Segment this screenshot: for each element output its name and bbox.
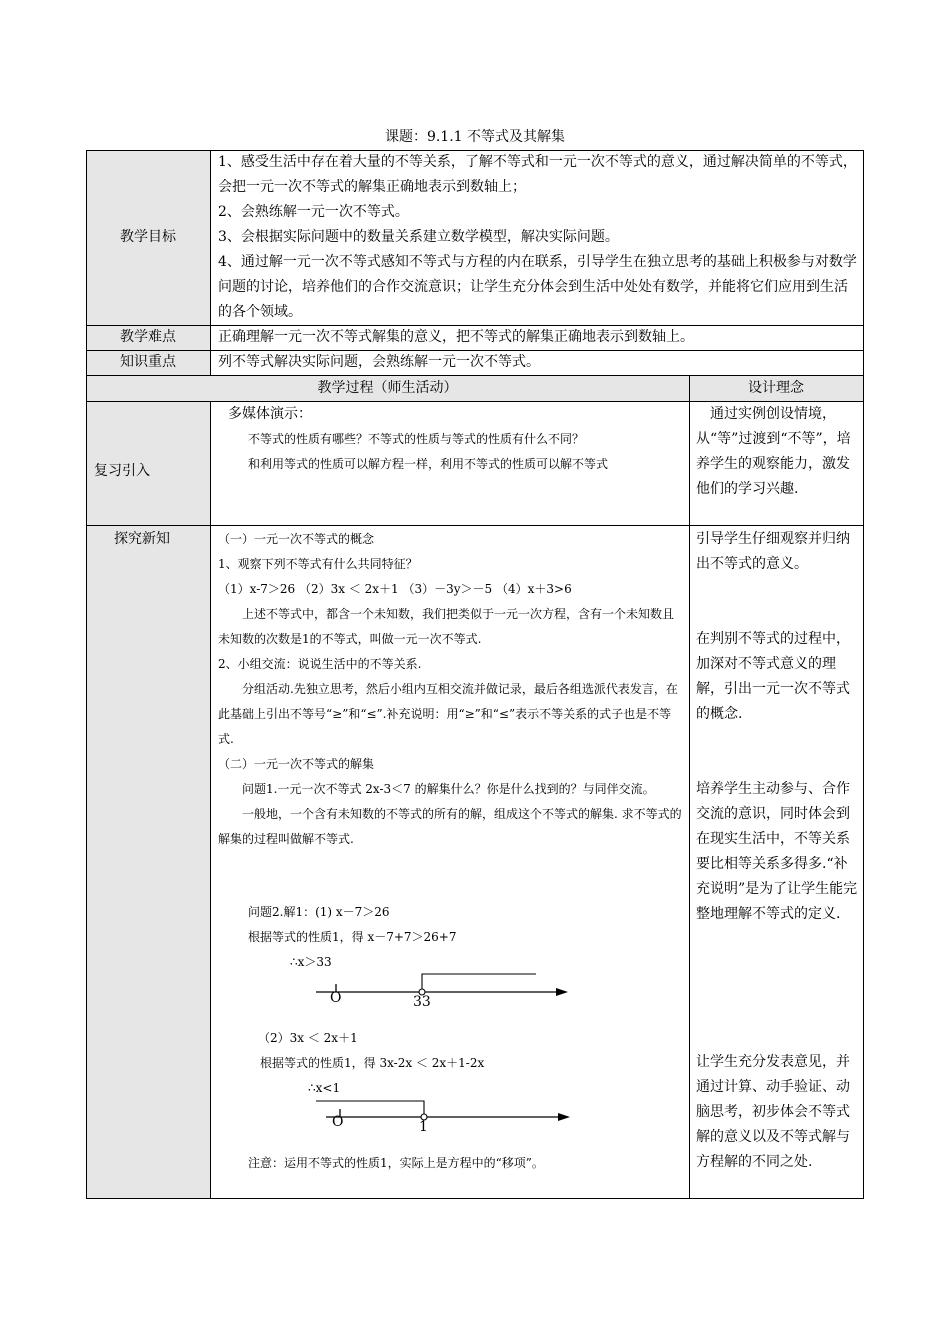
number-line-1: [306, 965, 576, 1015]
question-1: 问题1.一元一次不等式 2x-3＜7 的解集什么？你是什么找到的？与同伴交流。: [242, 782, 655, 796]
definition-text: 上述不等式中，都含一个未知数，我们把类似于一元一次方程，含有一个未知数且未知数的次数是1的不等式，叫做一元一次不等式.: [218, 607, 675, 646]
example-inequalities: （1）x-7＞26 （2）3x ＜ 2x＋1 （3）－3y＞－5 （4）x＋3>6: [218, 582, 572, 596]
design-solution: 让学生充分发表意见，并通过计算、动手验证、动脑思考，初步体会不等式解的意义以及不等式解与方程解的不同之处.: [696, 1054, 850, 1170]
number-line-2: [316, 1090, 576, 1140]
design-judgement: 在判别不等式的过程中，加深对不等式意义的理解，引出一元一次不等式的概念.: [696, 631, 850, 722]
explore-content: [218, 527, 684, 852]
number-line-1-origin: O: [330, 990, 342, 1006]
lesson-title: 课题：9.1.1 不等式及其解集: [384, 129, 566, 145]
review-content: [218, 402, 683, 477]
number-line-2-value: 1: [419, 1119, 428, 1135]
design-concept: 引导学生仔细观察并归纳出不等式的意义。: [696, 531, 850, 572]
question-2-result: ∴x＞33: [290, 955, 332, 969]
review-label: 复习引入: [94, 463, 150, 479]
solution-set-heading: （二）一元一次不等式的解集: [218, 757, 375, 771]
goal-item: 2、会熟练解一元一次不等式。: [218, 204, 409, 220]
goal-item: 1、感受生活中存在着大量的不等关系，了解不等式和一元一次不等式的意义，通过解决简单的不等式，会把一元一次不等式的解集正确地表示到数轴上；: [218, 154, 857, 195]
goals-label: 教学目标: [120, 229, 176, 245]
lesson-table: [86, 150, 864, 1199]
key-label: 知识重点: [120, 354, 176, 370]
key-text: 列不等式解决实际问题，会熟练解一元一次不等式。: [218, 354, 540, 370]
media-label: 多媒体演示：: [228, 406, 312, 422]
question-2-step: 问题2.解1：(1) x－7＞26: [248, 905, 390, 919]
review-question-1: 不等式的性质有哪些？不等式的性质与等式的性质有什么不同？: [248, 432, 585, 446]
design-cooperation: 培养学生主动参与、合作交流的意识，同时体会到在现实生活中，不等关系要比相等关系多得多.“补充说明”是为了让学生能完整地理解不等式的定义.: [696, 781, 858, 922]
goals-list: [218, 150, 858, 325]
design-header: 设计理念: [748, 379, 804, 396]
number-line-1-value: 33: [413, 994, 431, 1010]
concept-heading: （一）一元一次不等式的概念: [218, 532, 375, 546]
goal-item: 4、通过解一元一次不等式感知不等式与方程的内在联系，引导学生在独立思考的基础上积极参与对数学问题的讨论，培养他们的合作交流意识；让学生充分体会到生活中处处有数学，并能将它们应用到生活的各个领域。: [218, 254, 857, 320]
question-2-part-2-property: 根据等式的性质1，得 3x-2x ＜ 2x＋1-2x: [260, 1056, 485, 1070]
group-activity: 分组活动.先独立思考，然后小组内互相交流并做记录，最后各组选派代表发言，在此基础上引出不等号“≥”和“≤”.补充说明：用“≥”和“≤”表示不等关系的式子也是不等式.: [218, 682, 678, 746]
difficulty-text: 正确理解一元一次不等式解集的意义，把不等式的解集正确地表示到数轴上。: [218, 329, 694, 345]
difficulty-label: 教学难点: [120, 329, 176, 345]
group-discussion: 2、小组交流：说说生活中的不等关系.: [218, 657, 422, 671]
review-question-2: 和利用等式的性质可以解方程一样，利用不等式的性质可以解不等式: [248, 457, 609, 471]
note-text: 注意：运用不等式的性质1，实际上是方程中的“移项”。: [248, 1156, 544, 1170]
number-line-2-origin: O: [332, 1114, 344, 1130]
goal-item: 3、会根据实际问题中的数量关系建立数学模型，解决实际问题。: [218, 229, 619, 245]
process-header: 教学过程（师生活动）: [317, 379, 458, 396]
question-2-property: 根据等式的性质1，得 x－7+7＞26+7: [248, 930, 457, 944]
question-2-part-2-result: ∴x<1: [308, 1081, 341, 1095]
explore-label: 探究新知: [114, 531, 170, 547]
solution-set-definition: 一般地，一个含有未知数的不等式的所有的解，组成这个不等式的解集. 求不等式的解集的过程叫做解不等式.: [218, 807, 682, 846]
question-2-part-2: （2）3x ＜ 2x＋1: [258, 1031, 358, 1045]
observe-prompt: 1、观察下列不等式有什么共同特征？: [218, 557, 418, 571]
review-design: 通过实例创设情境，从“等”过渡到“不等”，培养学生的观察能力，激发他们的学习兴趣.: [696, 406, 851, 497]
